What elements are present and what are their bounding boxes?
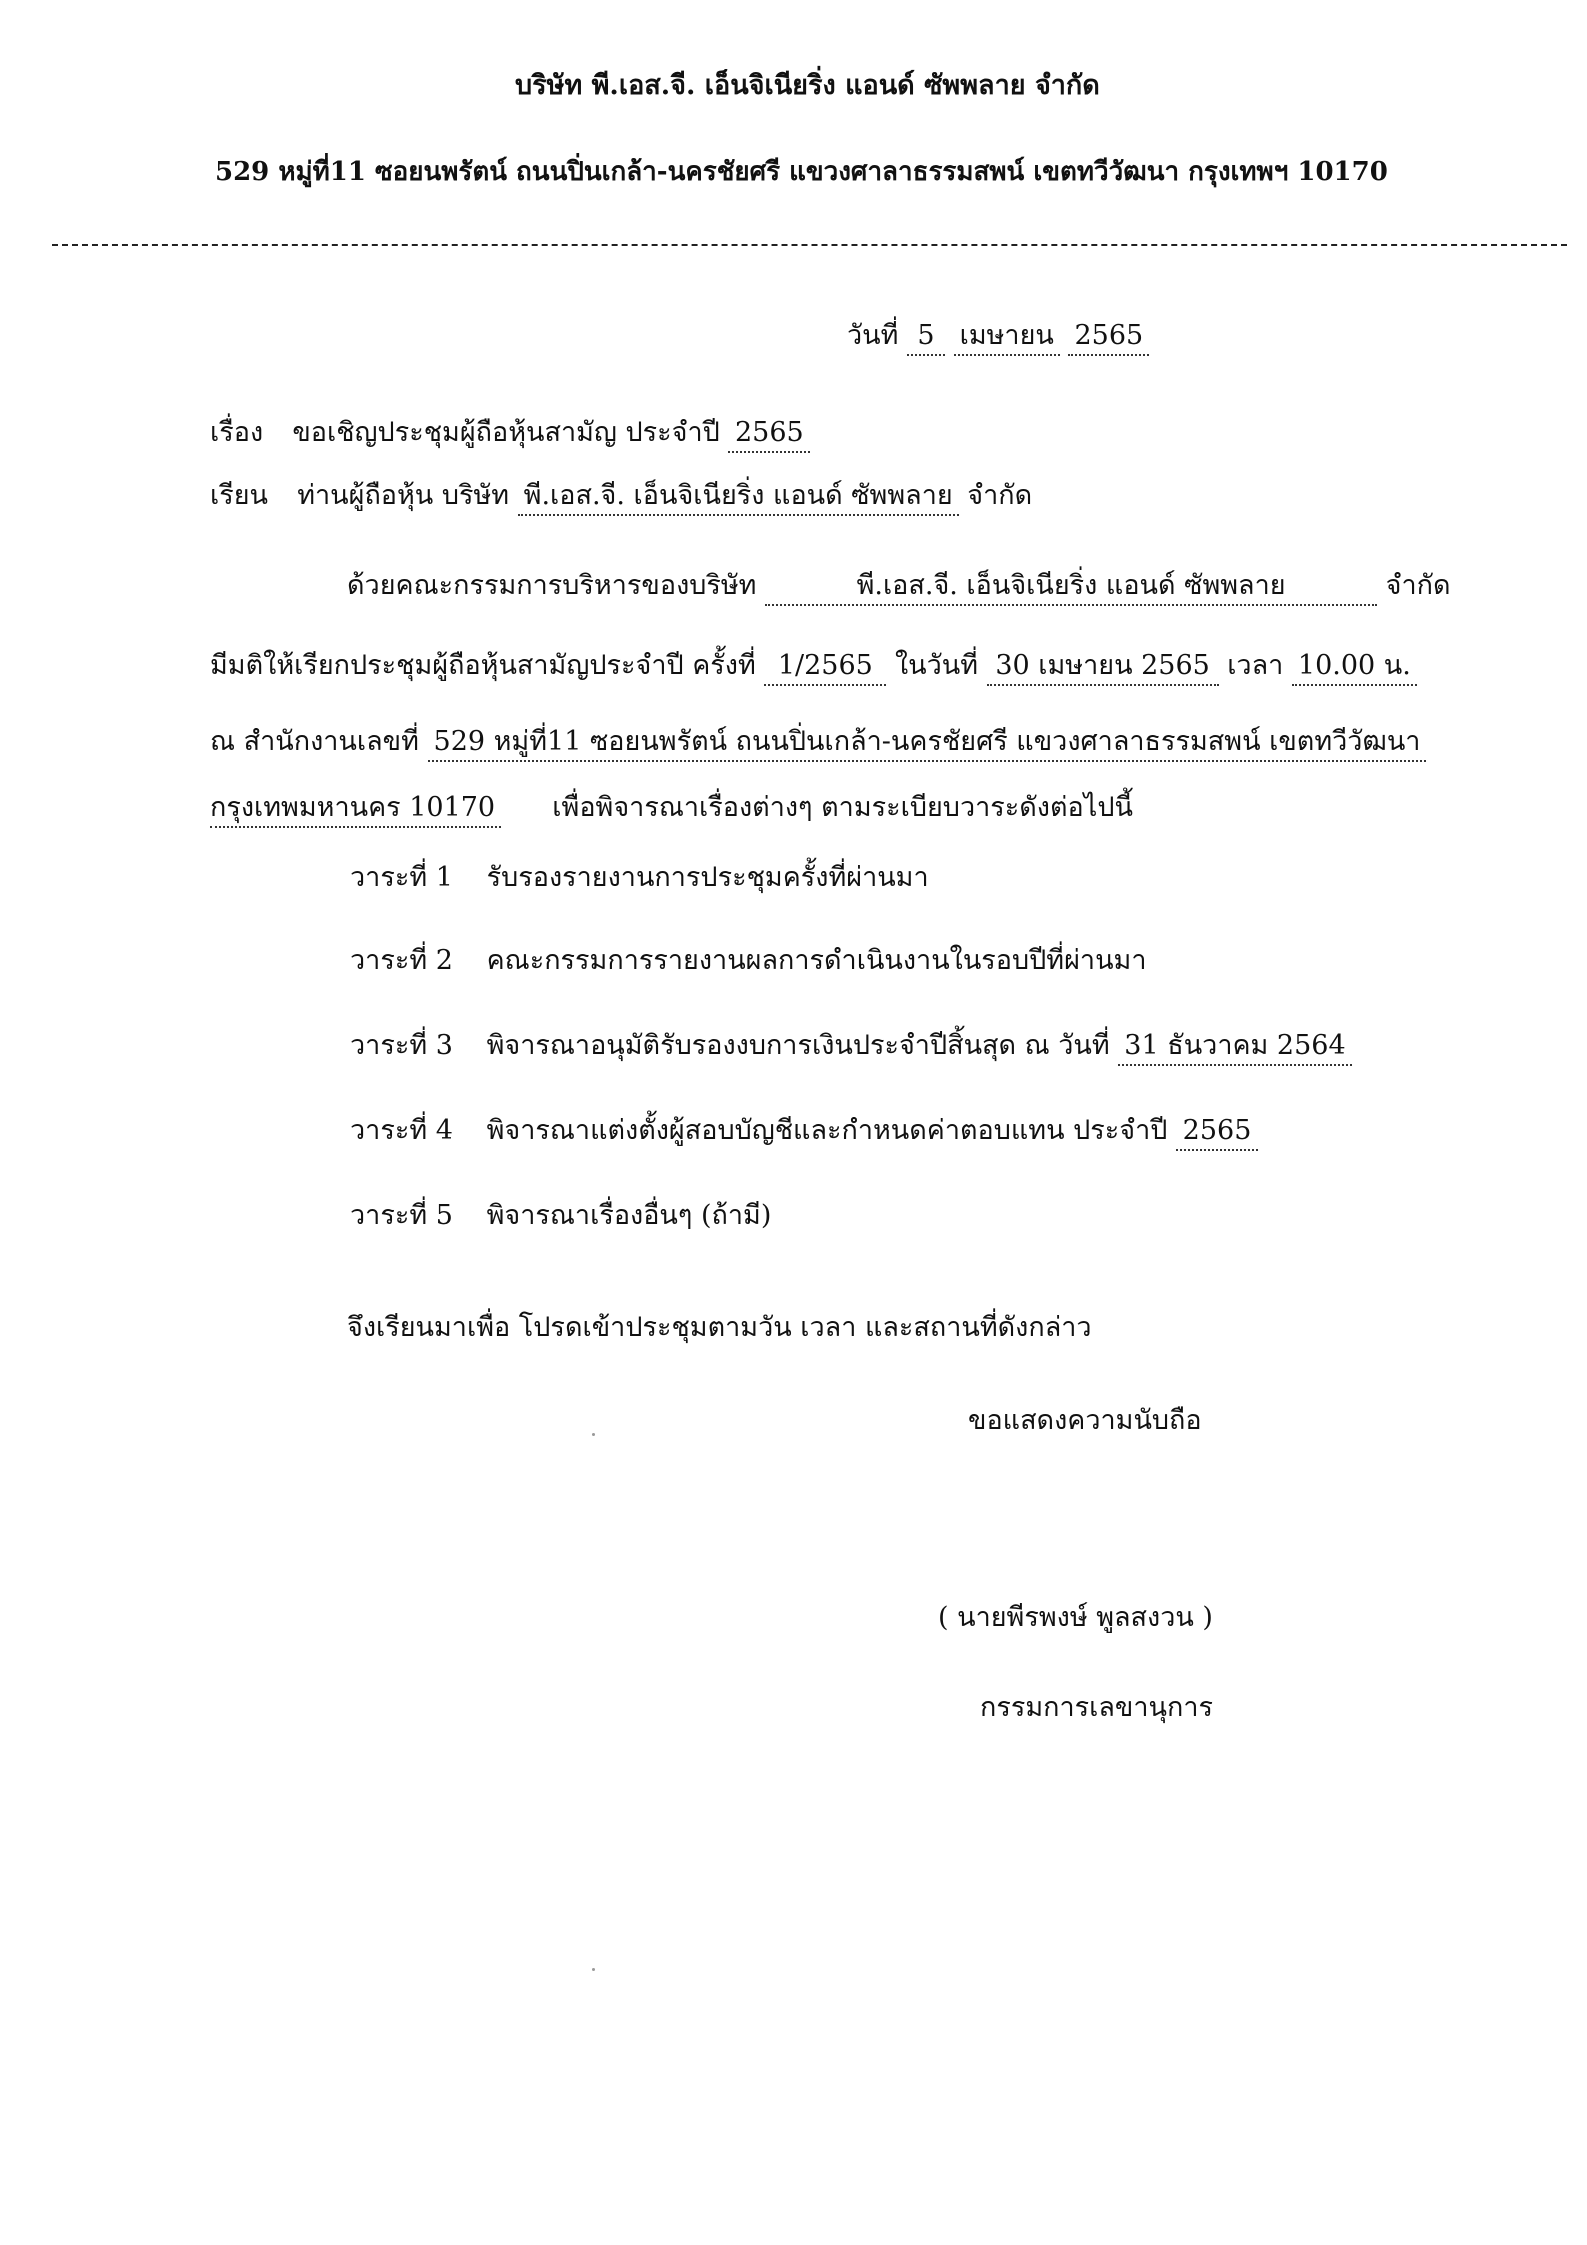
body-p4-end: เพื่อพิจารณาเรื่องต่างๆ ตามระเบียบวาระดังต่อไปนี้ bbox=[552, 792, 1133, 823]
date-year: 2565 bbox=[1068, 318, 1149, 356]
body-p1-start: ด้วยคณะกรรมการบริหารของบริษัท bbox=[347, 570, 757, 601]
agenda-5-label: วาระที่ 5 bbox=[350, 1200, 453, 1231]
agenda-item-4 bbox=[350, 1113, 1258, 1151]
recipient-line bbox=[210, 478, 1032, 516]
date-prefix: วันที่ bbox=[847, 320, 899, 351]
agenda-item-3 bbox=[350, 1028, 1352, 1066]
closing-line: จึงเรียนมาเพื่อ โปรดเข้าประชุมตามวัน เวลา และสถานที่ดังกล่าว bbox=[347, 1312, 1092, 1343]
recipient-company: พี.เอส.จี. เอ็นจิเนียริ่ง แอนด์ ซัพพลาย bbox=[518, 478, 959, 516]
meeting-date: 30 เมษายน 2565 bbox=[987, 648, 1219, 686]
body-p2-time-label: เวลา bbox=[1227, 650, 1284, 681]
signatory-title: กรรมการเลขานุการ bbox=[980, 1692, 1214, 1723]
agenda-4-text: พิจารณาแต่งตั้งผู้สอบบัญชีและกำหนดค่าตอบแทน ประจำปี bbox=[486, 1115, 1168, 1146]
agenda-4-label: วาระที่ 4 bbox=[350, 1115, 453, 1146]
body-p3-start: ณ สำนักงานเลขที่ bbox=[210, 726, 419, 757]
subject-text: ขอเชิญประชุมผู้ถือหุ้นสามัญ ประจำปี bbox=[292, 417, 720, 448]
regards-line: ขอแสดงความนับถือ bbox=[968, 1405, 1202, 1436]
body-p1-end: จำกัด bbox=[1385, 570, 1451, 601]
body-line-3 bbox=[210, 724, 1426, 762]
agenda-item-1 bbox=[350, 860, 929, 896]
body-p1-company: พี.เอส.จี. เอ็นจิเนียริ่ง แอนด์ ซัพพลาย bbox=[765, 568, 1377, 606]
date-line bbox=[847, 318, 1149, 356]
agenda-5-text: พิจารณาเรื่องอื่นๆ (ถ้ามี) bbox=[486, 1200, 772, 1231]
date-day: 5 bbox=[907, 318, 945, 356]
subject-line bbox=[210, 415, 810, 453]
agenda-2-label: วาระที่ 2 bbox=[350, 945, 453, 976]
date-month: เมษายน bbox=[954, 318, 1060, 356]
body-line-4 bbox=[210, 790, 1133, 828]
agenda-1-text: รับรองรายงานการประชุมครั้งที่ผ่านมา bbox=[486, 862, 929, 893]
signatory-name: ( นายพีรพงษ์ พูลสงวน ) bbox=[938, 1602, 1213, 1633]
agenda-item-2 bbox=[350, 943, 1147, 979]
agenda-3-date: 31 ธันวาคม 2564 bbox=[1118, 1028, 1351, 1066]
body-line-2 bbox=[210, 648, 1417, 686]
company-address: 529 หมู่ที่11 ซอยนพรัตน์ ถนนปิ่นเกล้า-นครชัยศรี แขวงศาลาธรรมสพน์ เขตทวีวัฒนา กรุงเทพฯ 10170 bbox=[215, 157, 1388, 187]
meeting-time: 10.00 น. bbox=[1292, 648, 1417, 686]
recipient-suffix: จำกัด bbox=[967, 480, 1033, 511]
subject-label: เรื่อง bbox=[210, 417, 264, 448]
meeting-city: กรุงเทพมหานคร 10170 bbox=[210, 790, 501, 828]
body-p2-start: มีมติให้เรียกประชุมผู้ถือหุ้นสามัญประจำปี ครั้งที่ bbox=[210, 650, 756, 681]
recipient-text: ท่านผู้ถือหุ้น บริษัท bbox=[297, 480, 510, 511]
scan-speck bbox=[592, 1433, 595, 1436]
body-p2-mid: ในวันที่ bbox=[894, 650, 978, 681]
agenda-3-text: พิจารณาอนุมัติรับรองงบการเงินประจำปีสิ้นสุด ณ วันที่ bbox=[486, 1030, 1110, 1061]
agenda-4-year: 2565 bbox=[1176, 1113, 1258, 1151]
meeting-number: 1/2565 bbox=[764, 648, 886, 686]
agenda-item-5 bbox=[350, 1198, 771, 1234]
agenda-2-text: คณะกรรมการรายงานผลการดำเนินงานในรอบปีที่ผ่านมา bbox=[486, 945, 1147, 976]
meeting-address: 529 หมู่ที่11 ซอยนพรัตน์ ถนนปิ่นเกล้า-นครชัยศรี แขวงศาลาธรรมสพน์ เขตทวีวัฒนา bbox=[428, 724, 1427, 762]
scan-speck bbox=[592, 1968, 595, 1971]
company-name: บริษัท พี.เอส.จี. เอ็นจิเนียริ่ง แอนด์ ซัพพลาย จำกัด bbox=[515, 70, 1100, 101]
header-divider bbox=[52, 244, 1567, 246]
body-line-1 bbox=[347, 568, 1451, 606]
agenda-3-label: วาระที่ 3 bbox=[350, 1030, 453, 1061]
agenda-1-label: วาระที่ 1 bbox=[350, 862, 453, 893]
recipient-label: เรียน bbox=[210, 480, 269, 511]
subject-year: 2565 bbox=[728, 415, 810, 453]
